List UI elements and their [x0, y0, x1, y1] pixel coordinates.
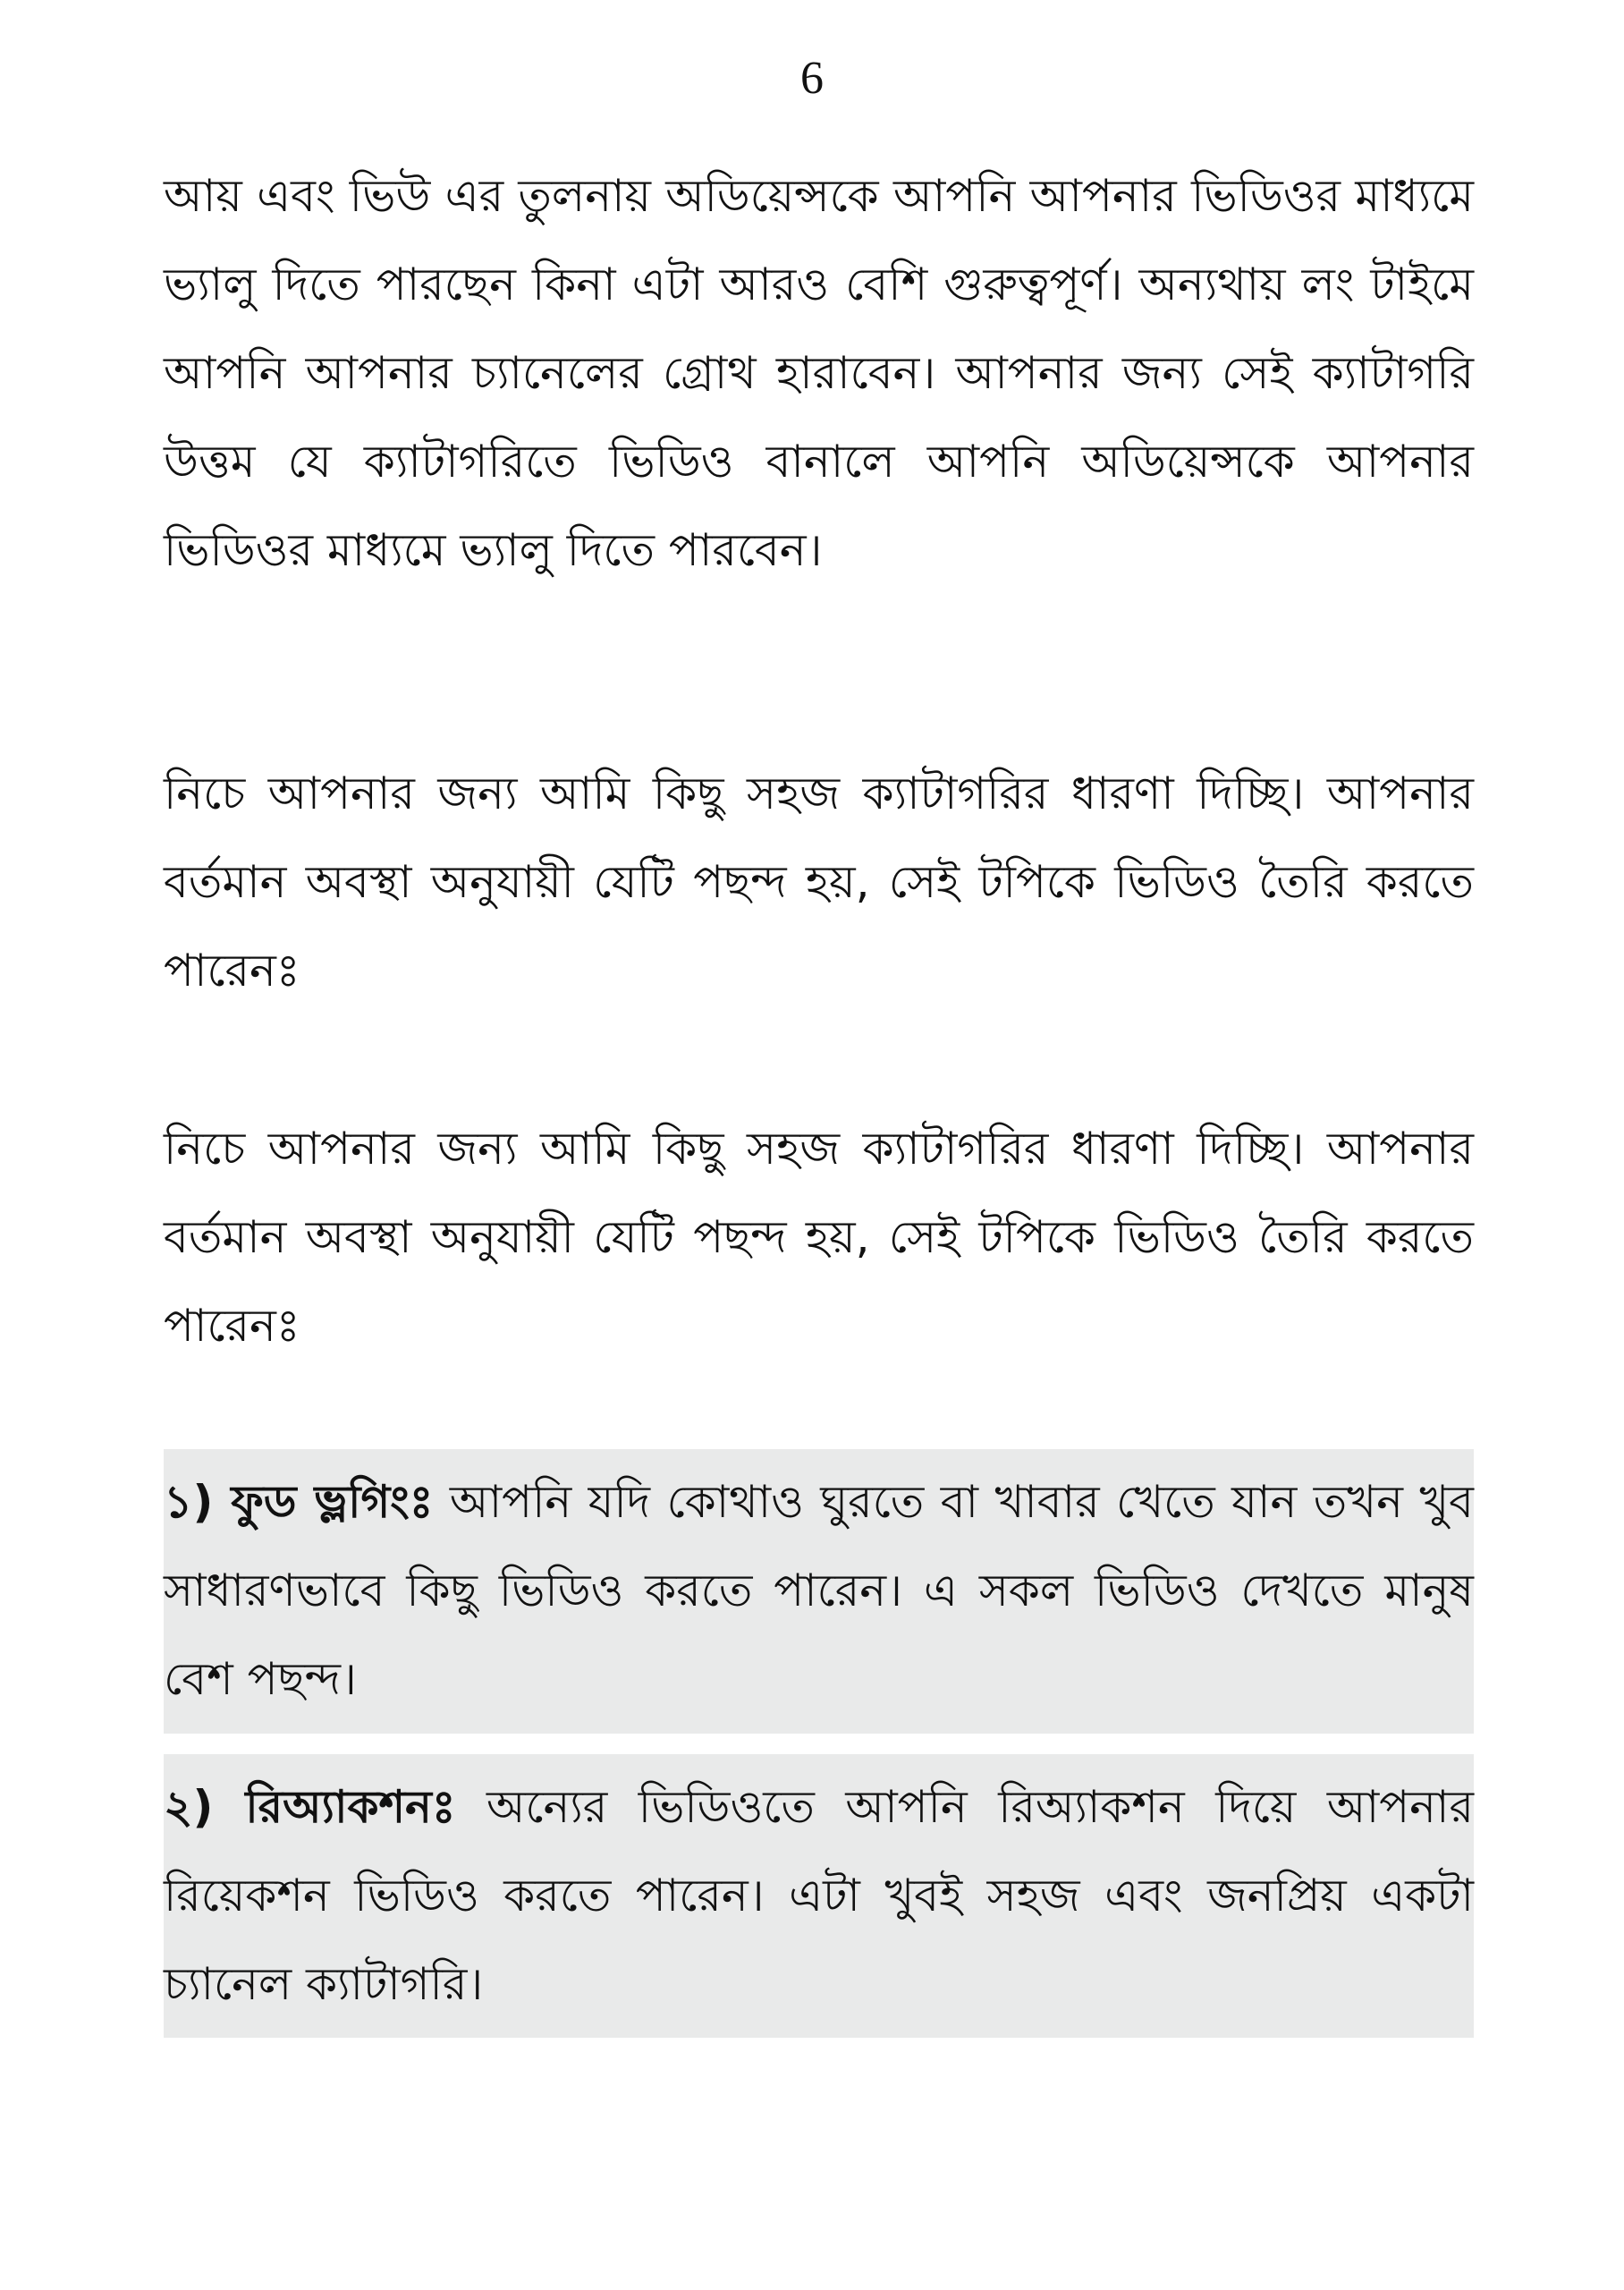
list-item-heading: ১) ফুড ভ্লগিংঃ	[164, 1476, 434, 1528]
page-number: 6	[800, 53, 824, 104]
list-item-text: অন্যের ভিডিওতে আপনি রিঅ্যাকশন দিয়ে আপনার রিয়েকশন ভিডিও করতে পারেন। এটা খুবই সহজ এবং জনপ্রিয় একটা চ্যানেল ক্যাটাগরি।	[164, 1781, 1474, 2010]
list-item	[164, 1754, 1474, 2029]
paragraph-categories-intro-repeat: নিচে আপনার জন্য আমি কিছু সহজ ক্যাটাগরির ধারণা দিচ্ছি। আপনার বর্তমান অবস্থা অনুযায়ী যেটি পছন্দ হয়, সেই টপিকে ভিডিও তৈরি করতে পারেনঃ	[164, 1123, 1474, 1352]
list-item-text: আপনি যদি কোথাও ঘুরতে বা খাবার খেতে যান তখন খুব সাধারণভাবে কিছু ভিডিও করতে পারেন। এ সকল ভিডিও দেখতে মানুষ বেশ পছন্দ।	[164, 1476, 1475, 1705]
list-item	[164, 1449, 1474, 1724]
highlight-box-reaction	[164, 1754, 1474, 2038]
paragraph-categories-intro: নিচে আপনার জন্য আমি কিছু সহজ ক্যাটাগরির ধারণা দিচ্ছি। আপনার বর্তমান অবস্থা অনুযায়ী যেটি পছন্দ হয়, সেই টপিকে ভিডিও তৈরি করতে পারেনঃ	[164, 768, 1474, 997]
paragraph-intro: আয় এবং ভিউ এর তুলনায় অডিয়েন্সকে আপনি আপনার ভিডিওর মাধ্যমে ভ্যালু দিতে পারছেন কিনা এটা আরও বেশি গুরুত্বপূর্ণ। অন্যথায় লং টাইমে আপনি আপনার চ্যানেলের গ্রোথ হারাবেন। আপনার জন্য সেই ক্যাটাগরি উত্তম যে ক্যাটাগরিতে ভিডিও বানালে আপনি অডিয়েন্সকে আপনার ভিডিওর মাধ্যমে ভ্যালু দিতে পারবেন।	[164, 170, 1474, 576]
list-item-heading: ২) রিঅ্যাকশনঃ	[164, 1781, 456, 1833]
highlight-box-food-vlogging	[164, 1449, 1474, 1734]
